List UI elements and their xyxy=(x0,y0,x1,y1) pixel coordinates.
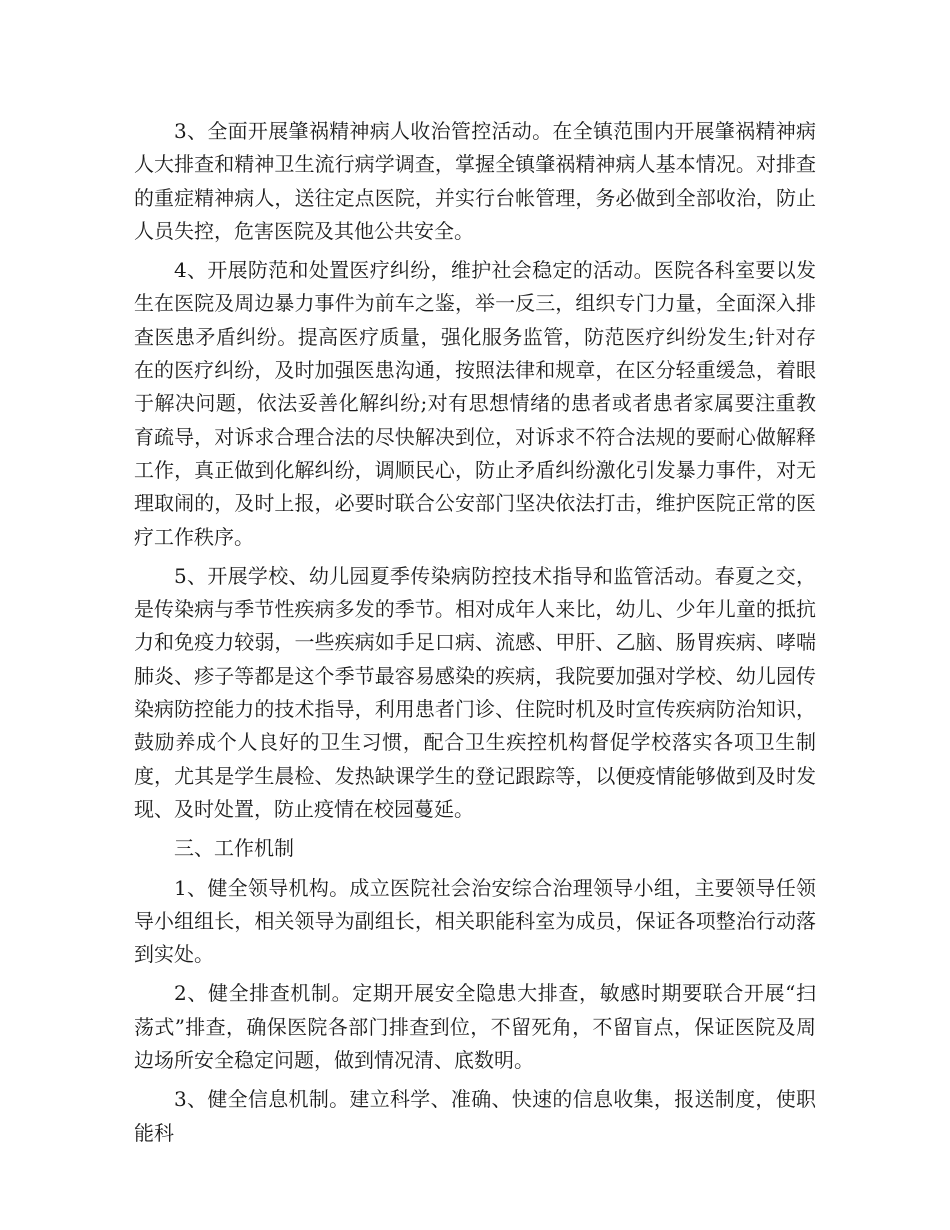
document-body xyxy=(134,115,816,1156)
paragraph-mechanism-1: 1、健全领导机构。成立医院社会治安综合治理领导小组，主要领导任领导小组组长，相关领导为副组长，相关职能科室为成员，保证各项整治行动落到实处。 xyxy=(134,875,816,967)
paragraph-item-4: 4、开展防范和处置医疗纠纷，维护社会稳定的活动。医院各科室要以发生在医院及周边暴力事件为前车之鉴，举一反三，组织专门力量，全面深入排查医患矛盾纠纷。提高医疗质量，强化服务监管，防范医疗纠纷发生;针对存在的医疗纠纷，及时加强医患沟通，按照法律和规章，在区分轻重缓急，着眼于解决问题，依法妥善化解纠纷;对有思想情绪的患者或者患者家属要注重教育疏导，对诉求合理合法的尽快解决到位，对诉求不符合法规的要耐心做解释工作，真正做到化解纠纷，调顺民心，防止矛盾纠纷激化引发暴力事件，对无理取闹的，及时上报，必要时联合公安部门坚决依法打击，维护医院正常的医疗工作秩序。 xyxy=(134,258,816,549)
paragraph-item-3: 3、全面开展肇祸精神病人收治管控活动。在全镇范围内开展肇祸精神病人大排查和精神卫生流行病学调查，掌握全镇肇祸精神病人基本情况。对排查的重症精神病人，送往定点医院，并实行台帐管理，务必做到全部收治，防止人员失控，危害医院及其他公共安全。 xyxy=(134,119,816,243)
paragraph-mechanism-3: 3、健全信息机制。建立科学、准确、快速的信息收集，报送制度，使职能科 xyxy=(134,1087,816,1145)
paragraph-mechanism-2: 2、健全排查机制。定期开展安全隐患大排查，敏感时期要联合开展“扫荡式”排查，确保医院各部门排查到位，不留死角，不留盲点，保证医院及周边场所安全稳定问题，做到情况清、底数明。 xyxy=(134,981,816,1073)
section-heading-work-mechanism: 三、工作机制 xyxy=(174,836,294,861)
paragraph-item-5: 5、开展学校、幼儿园夏季传染病防控技术指导和监管活动。春夏之交，是传染病与季节性疾病多发的季节。相对成年人来比，幼儿、少年儿童的抵抗力和免疫力较弱，一些疾病如手足口病、流感、甲肝、乙脑、肠胃疾病、哮喘肺炎、疹子等都是这个季节最容易感染的疾病，我院要加强对学校、幼儿园传染病防控能力的技术指导，利用患者门诊、住院时机及时宣传疾病防治知识，鼓励养成个人良好的卫生习惯，配合卫生疾控机构督促学校落实各项卫生制度，尤其是学生晨检、发热缺课学生的登记跟踪等，以便疫情能够做到及时发现、及时处置，防止疫情在校园蔓延。 xyxy=(134,563,816,821)
